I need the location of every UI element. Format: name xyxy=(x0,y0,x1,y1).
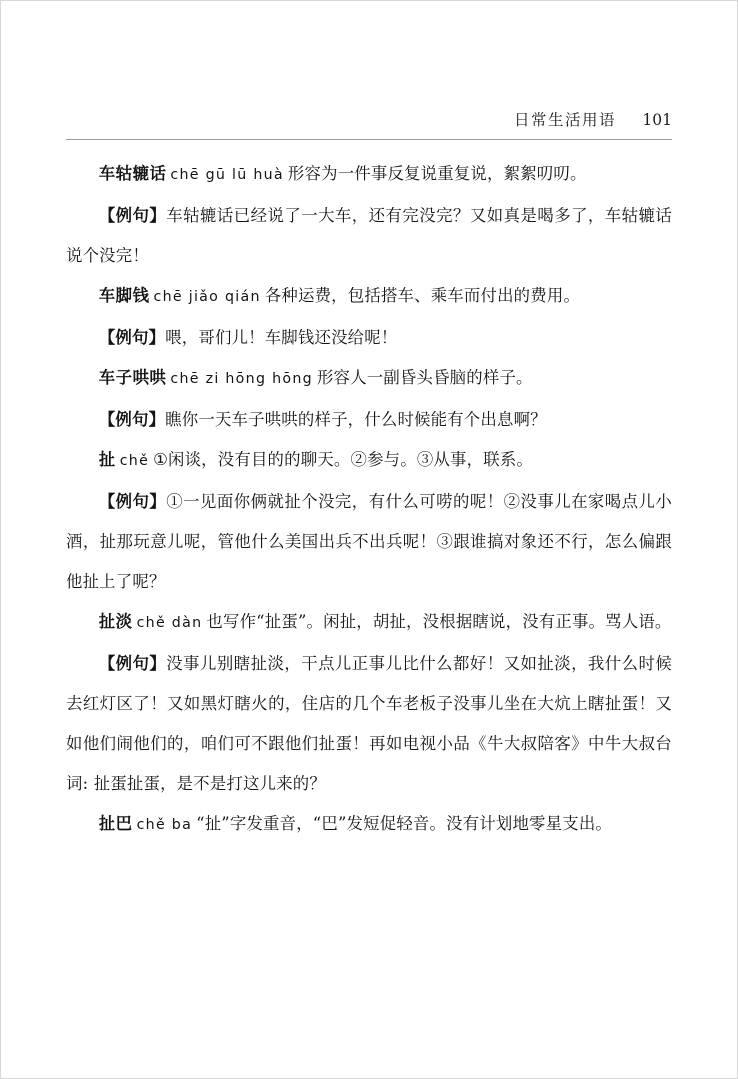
entry-headword: 车脚钱 xyxy=(98,286,150,305)
example-text: 喂，哥们儿！车脚钱还没给呢！ xyxy=(165,327,398,347)
example-che xyxy=(66,482,672,602)
page-number: 101 xyxy=(642,111,672,129)
example-label: 【例句】 xyxy=(98,327,166,347)
entry-headword: 扯 xyxy=(98,450,116,469)
entry-che-zi-hong-hong xyxy=(66,358,672,399)
dictionary-entries xyxy=(66,154,672,845)
entry-pinyin: chě xyxy=(119,453,150,469)
entry-definition: 形容人一副昏头昏脑的样子。 xyxy=(316,368,533,387)
entry-definition: ①闲谈，没有目的的聊天。②参与。③从事，联系。 xyxy=(153,450,533,469)
example-che-zi-hong-hong xyxy=(66,400,672,440)
example-label: 【例句】 xyxy=(98,491,167,511)
entry-headword: 车轱辘话 xyxy=(98,164,167,183)
entry-pinyin: chē zi hōng hōng xyxy=(170,371,313,387)
example-label: 【例句】 xyxy=(98,205,167,225)
example-label: 【例句】 xyxy=(98,653,167,673)
example-label: 【例句】 xyxy=(98,409,166,429)
entry-headword: 扯巴 xyxy=(98,814,133,833)
entry-pinyin: chē jiǎo qián xyxy=(153,289,261,305)
example-text: 没事儿别瞎扯淡，干点儿正事儿比什么都好！又如扯淡，我什么时候去红灯区了！又如黑灯瞎火的，住店的几个车老板子没事儿坐在大炕上瞎扯蛋！又如他们闹他们的，咱们可不跟他们扯蛋！再如电视小品《牛大叔陪客》中牛大叔台词: 扯蛋扯蛋，是不是打这儿来的？ xyxy=(66,653,672,793)
entry-headword: 车子哄哄 xyxy=(98,368,167,387)
entry-pinyin: chě ba xyxy=(136,817,193,833)
example-che-jiao-qian xyxy=(66,318,672,358)
entry-che-dan xyxy=(66,602,672,643)
running-header xyxy=(66,108,672,140)
example-text: ①一见面你俩就扯个没完，有什么可唠的呢！②没事儿在家喝点儿小酒，扯那玩意儿呢，管他什么美国出兵不出兵呢！③跟谁搞对象还不行，怎么偏跟他扯上了呢？ xyxy=(66,491,672,591)
entry-che-gu-lu-hua xyxy=(66,154,672,195)
entry-definition: 也写作“扯蛋”。闲扯，胡扯，没根据瞎说，没有正事。骂人语。 xyxy=(206,612,672,631)
example-text: 车轱辘话已经说了一大车，还有完没完？又如真是喝多了，车轱辘话说个没完！ xyxy=(66,205,672,265)
entry-che xyxy=(66,440,672,481)
page-content xyxy=(66,108,672,846)
entry-definition: “扯”字发重音，“巴”发短促轻音。没有计划地零星支出。 xyxy=(196,814,613,833)
entry-pinyin: chě dàn xyxy=(136,615,203,631)
entry-definition: 形容为一件事反复说重复说，絮絮叨叨。 xyxy=(287,164,587,183)
entry-definition: 各种运费，包括搭车、乘车而付出的费用。 xyxy=(264,286,581,305)
entry-headword: 扯淡 xyxy=(98,612,133,631)
entry-che-jiao-qian xyxy=(66,276,672,317)
example-che-gu-lu-hua xyxy=(66,196,672,276)
entry-che-ba xyxy=(66,804,672,845)
header-section-title: 日常生活用语 xyxy=(513,111,616,129)
example-che-dan xyxy=(66,644,672,804)
entry-pinyin: chē gū lū huà xyxy=(170,167,284,183)
example-text: 瞧你一天车子哄哄的样子，什么时候能有个出息啊？ xyxy=(165,409,547,429)
